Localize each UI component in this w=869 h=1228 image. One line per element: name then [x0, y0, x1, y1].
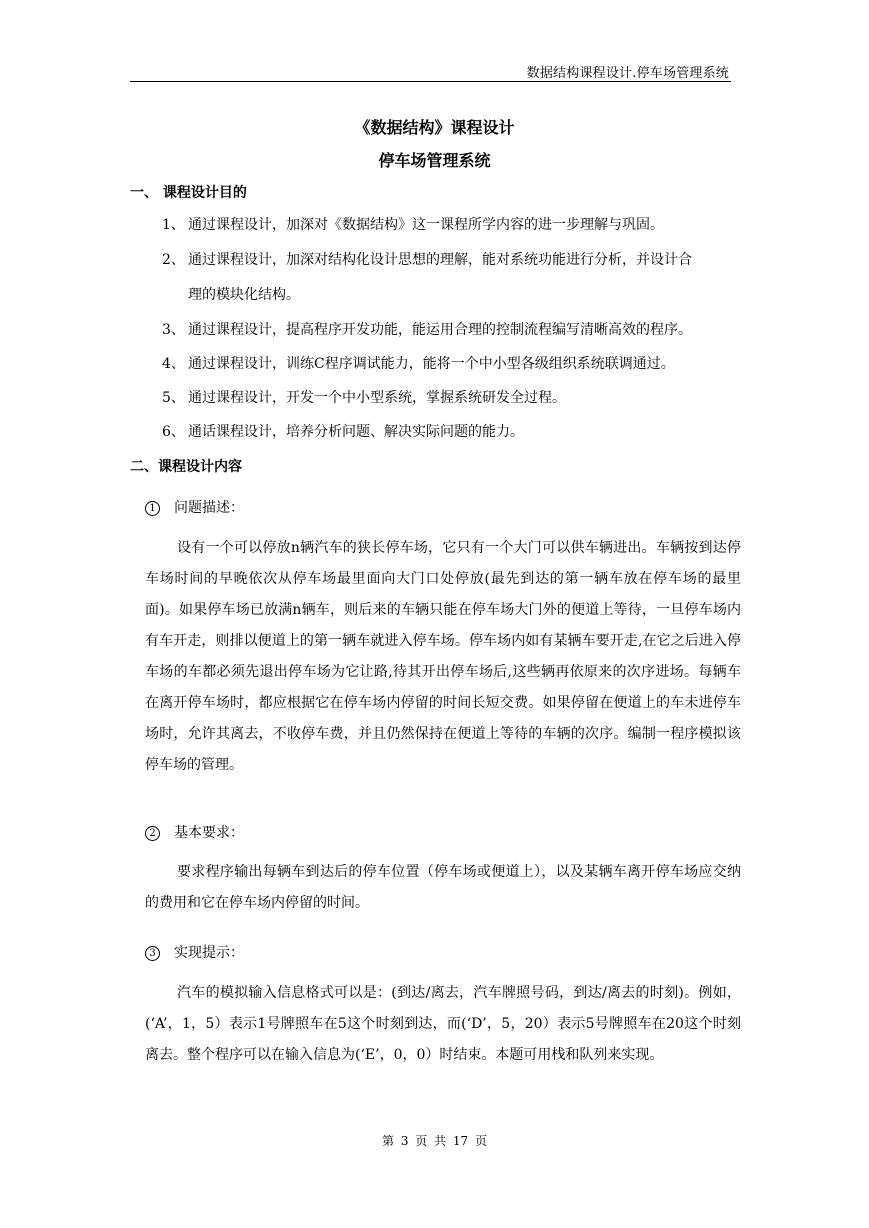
list-item-number: 3、: [162, 322, 185, 338]
list-item: [162, 319, 692, 339]
circled-number: 1: [145, 501, 160, 516]
subsection-label: 基本要求：: [174, 825, 244, 841]
list-item-continuation: 理的模块化结构。: [188, 287, 300, 303]
list-item: [162, 249, 692, 269]
page-footer: 第 3 页 共 17 页: [382, 1134, 487, 1148]
subsection-basic-requirements: [145, 822, 244, 842]
hints-paragraph: 汽车的模拟输入信息格式可以是：(到达/离去，汽车牌照号码，到达/离去的时刻)。例如，(‘A’，1，5）表示1号牌照车在5这个时刻到达，而(‘D’，5，20）表示5号牌照车在20这个时刻离去。整个程序可以在输入信息为(‘E’，0，0）时结束。本题可用栈和队列来实现。: [145, 985, 741, 1063]
circled-number: 3: [145, 946, 160, 961]
list-item-number: 4、: [162, 356, 185, 372]
subsection-problem-description: [145, 497, 244, 517]
list-item: [162, 214, 664, 234]
section-heading-purpose: 一、 课程设计目的: [130, 185, 247, 201]
circled-number: 2: [145, 826, 160, 841]
list-item-text: 通过课程设计，提高程序开发功能，能运用合理的控制流程编写清晰高效的程序。: [188, 322, 692, 338]
list-item-text: 通过课程设计，训练C程序调试能力，能将一个中小型各级组织系统联调通过。: [188, 356, 675, 372]
list-item-number: 5、: [162, 390, 185, 406]
subsection-label: 问题描述：: [174, 500, 244, 516]
list-item-text: 通过课程设计，加深对结构化设计思想的理解，能对系统功能进行分析，并设计合: [188, 252, 692, 268]
list-item-text: 通话课程设计，培养分析问题、解决实际问题的能力。: [188, 424, 524, 440]
running-header: 数据结构课程设计.停车场管理系统: [526, 66, 729, 81]
list-item-text: 通过课程设计，加深对《数据结构》这一课程所学内容的进一步理解与巩固。: [188, 217, 664, 233]
section-heading-content: 二、课程设计内容: [130, 459, 242, 475]
list-item: [162, 387, 566, 407]
doc-subtitle: 停车场管理系统: [378, 151, 491, 170]
list-item: [162, 353, 675, 373]
list-item-text: 通过课程设计，开发一个中小型系统，掌握系统研发全过程。: [188, 390, 566, 406]
list-item-number: 6、: [162, 424, 185, 440]
requirements-paragraph: 要求程序输出每辆车到达后的停车位置（停车场或便道上），以及某辆车离开停车场应交纳的费用和它在停车场内停留的时间。: [145, 864, 741, 911]
header-rule: [130, 81, 731, 82]
list-item-number: 1、: [162, 217, 185, 233]
list-item-number: 2、: [162, 252, 185, 268]
list-item: [162, 421, 524, 441]
subsection-label: 实现提示：: [174, 945, 244, 961]
problem-description-paragraph: 设有一个可以停放n辆汽车的狭长停车场，它只有一个大门可以供车辆进出。车辆按到达停车场时间的早晚依次从停车场最里面向大门口处停放(最先到达的第一辆车放在停车场的最里面)。如果停车场已放满n辆车，则后来的车辆只能在停车场大门外的便道上等待，一旦停车场内有车开走，则排以便道上的第一辆车就进入停车场。停车场内如有某辆车要开走,在它之后进入停车场的车都必须先退出停车场为它让路,待其开出停车场后,这些辆再依原来的次序进场。每辆车在离开停车场时，都应根据它在停车场内停留的时间长短交费。如果停留在便道上的车未进停车场时，允许其离去，不收停车费，并且仍然保持在便道上等待的车辆的次序。编制一程序模拟该停车场的管理。: [145, 540, 741, 773]
doc-title: 《数据结构》课程设计: [354, 118, 515, 137]
subsection-implementation-hints: [145, 942, 244, 962]
